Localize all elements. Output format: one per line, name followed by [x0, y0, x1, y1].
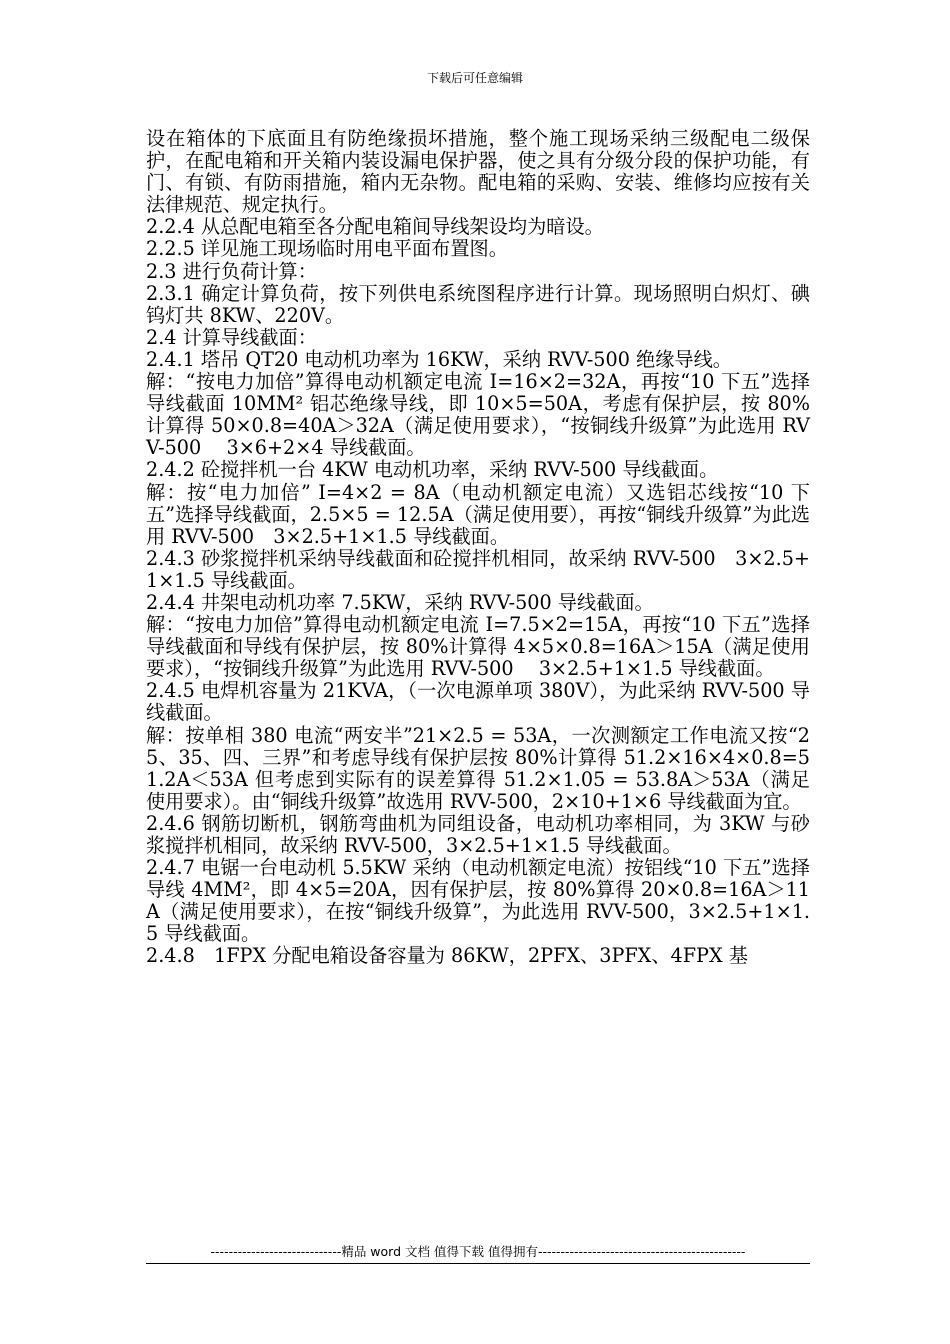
paragraph-17: 2.4.7 电锯一台电动机 5.5KW 采纳（电动机额定电流）按铝线“10 下五”选择导线 4MM²，即 4×5=20A，因有保护层，按 80%算得 20×0.8=16A＞11A（满足使用要求），在按“铜线升级算”，为此选用 RVV-500，3×2.5+1×1.5 导线截面。: [146, 856, 810, 946]
paragraph-9: 2.4.2 砼搅拌机一台 4KW 电动机功率，采纳 RVV-500 导线截面。: [146, 458, 719, 482]
paragraph-7: 2.4.1 塔吊 QT20 电动机功率为 16KW，采纳 RVV-500 绝缘导线。: [146, 347, 732, 371]
paragraph-15: 解：按单相 380 电流“两安半”21×2.5 = 53A，一次测额定工作电流又按“25、35、四、三界”和考虑导线有保护层按 80%计算得 51.2×16×4×0.8=51.2A＜53A 但考虑到实际有的误差算得 51.2×1.05 = 53.8A＞53A（满足使用要求）。由“铜线升级算”故选用 RVV-500，2×10+1×6 导线截面为宜。: [146, 723, 810, 813]
paragraph-8: 解：“按电力加倍”算得电动机额定电流 I=16×2=32A，再按“10 下五”选择导线截面 10MM² 铝芯绝缘导线，即 10×5=50A，考虑有保护层，按 80%计算得 50×0.8=40A＞32A（满足使用要求），“按铜线升级算”为此选用 RVV-500 3×6+2×4 导线截面。: [146, 370, 810, 460]
page-header: 下载后可任意编辑: [426, 71, 523, 85]
paragraph-12: 2.4.4 井架电动机功率 7.5KW，采纳 RVV-500 导线截面。: [146, 590, 654, 614]
paragraph-2: 2.2.4 从总配电箱至各分配电箱间导线架设均为暗设。: [146, 215, 604, 239]
paragraph-6: 2.4 计算导线截面：: [146, 325, 317, 349]
document-body: [146, 128, 810, 968]
paragraph-1: 设在箱体的下底面且有防绝缘损坏措施，整个施工现场采纳三级配电二级保护，在配电箱和开关箱内装设漏电保护器，使之具有分级分段的保护功能，有门、有锁、有防雨措施，箱内无杂物。配电箱的采购、安装、维修均应按有关法律规范、规定执行。: [146, 127, 810, 217]
paragraph-3: 2.2.5 详见施工现场临时用电平面布置图。: [146, 237, 508, 261]
footer-rule: [146, 1263, 810, 1264]
paragraph-14: 2.4.5 电焊机容量为 21KVA，（一次电源单项 380V），为此采纳 RVV-500 导线截面。: [146, 679, 810, 725]
paragraph-10: 解：按“电力加倍” I=4×2 = 8A（电动机额定电流）又选铝芯线按“10 下五”选择导线截面，2.5×5 = 12.5A（满足使用要），再按“铜线升级算”为此选用 RVV-500 3×2.5+1×1.5 导线截面。: [146, 480, 810, 548]
paragraph-18: 2.4.8 1FPX 分配电箱设备容量为 86KW，2PFX、3PFX、4FPX 基: [146, 944, 748, 968]
page-footer: -----------------------------精品 word 文档 值得下载 值得拥有----------------------------------------------: [210, 1244, 746, 1259]
paragraph-4: 2.3 进行负荷计算：: [146, 259, 317, 283]
paragraph-13: 解：“按电力加倍”算得电动机额定电流 I=7.5×2=15A，再按“10 下五”选择导线截面和导线有保护层，按 80%计算得 4×5×0.8=16A＞15A（满足使用要求），“按铜线升级算”为此选用 RVV-500 3×2.5+1×1.5 导线截面。: [146, 613, 810, 681]
paragraph-5: 2.3.1 确定计算负荷，按下列供电系统图程序进行计算。现场照明白炽灯、碘钨灯共 8KW、220V。: [146, 281, 810, 327]
paragraph-11: 2.4.3 砂浆搅拌机采纳导线截面和砼搅拌机相同，故采纳 RVV-500 3×2.5+1×1.5 导线截面。: [146, 546, 810, 592]
paragraph-16: 2.4.6 钢筋切断机，钢筋弯曲机为同组设备，电动机功率相同，为 3KW 与砂浆搅拌机相同，故采纳 RVV-500，3×2.5+1×1.5 导线截面。: [146, 811, 810, 857]
